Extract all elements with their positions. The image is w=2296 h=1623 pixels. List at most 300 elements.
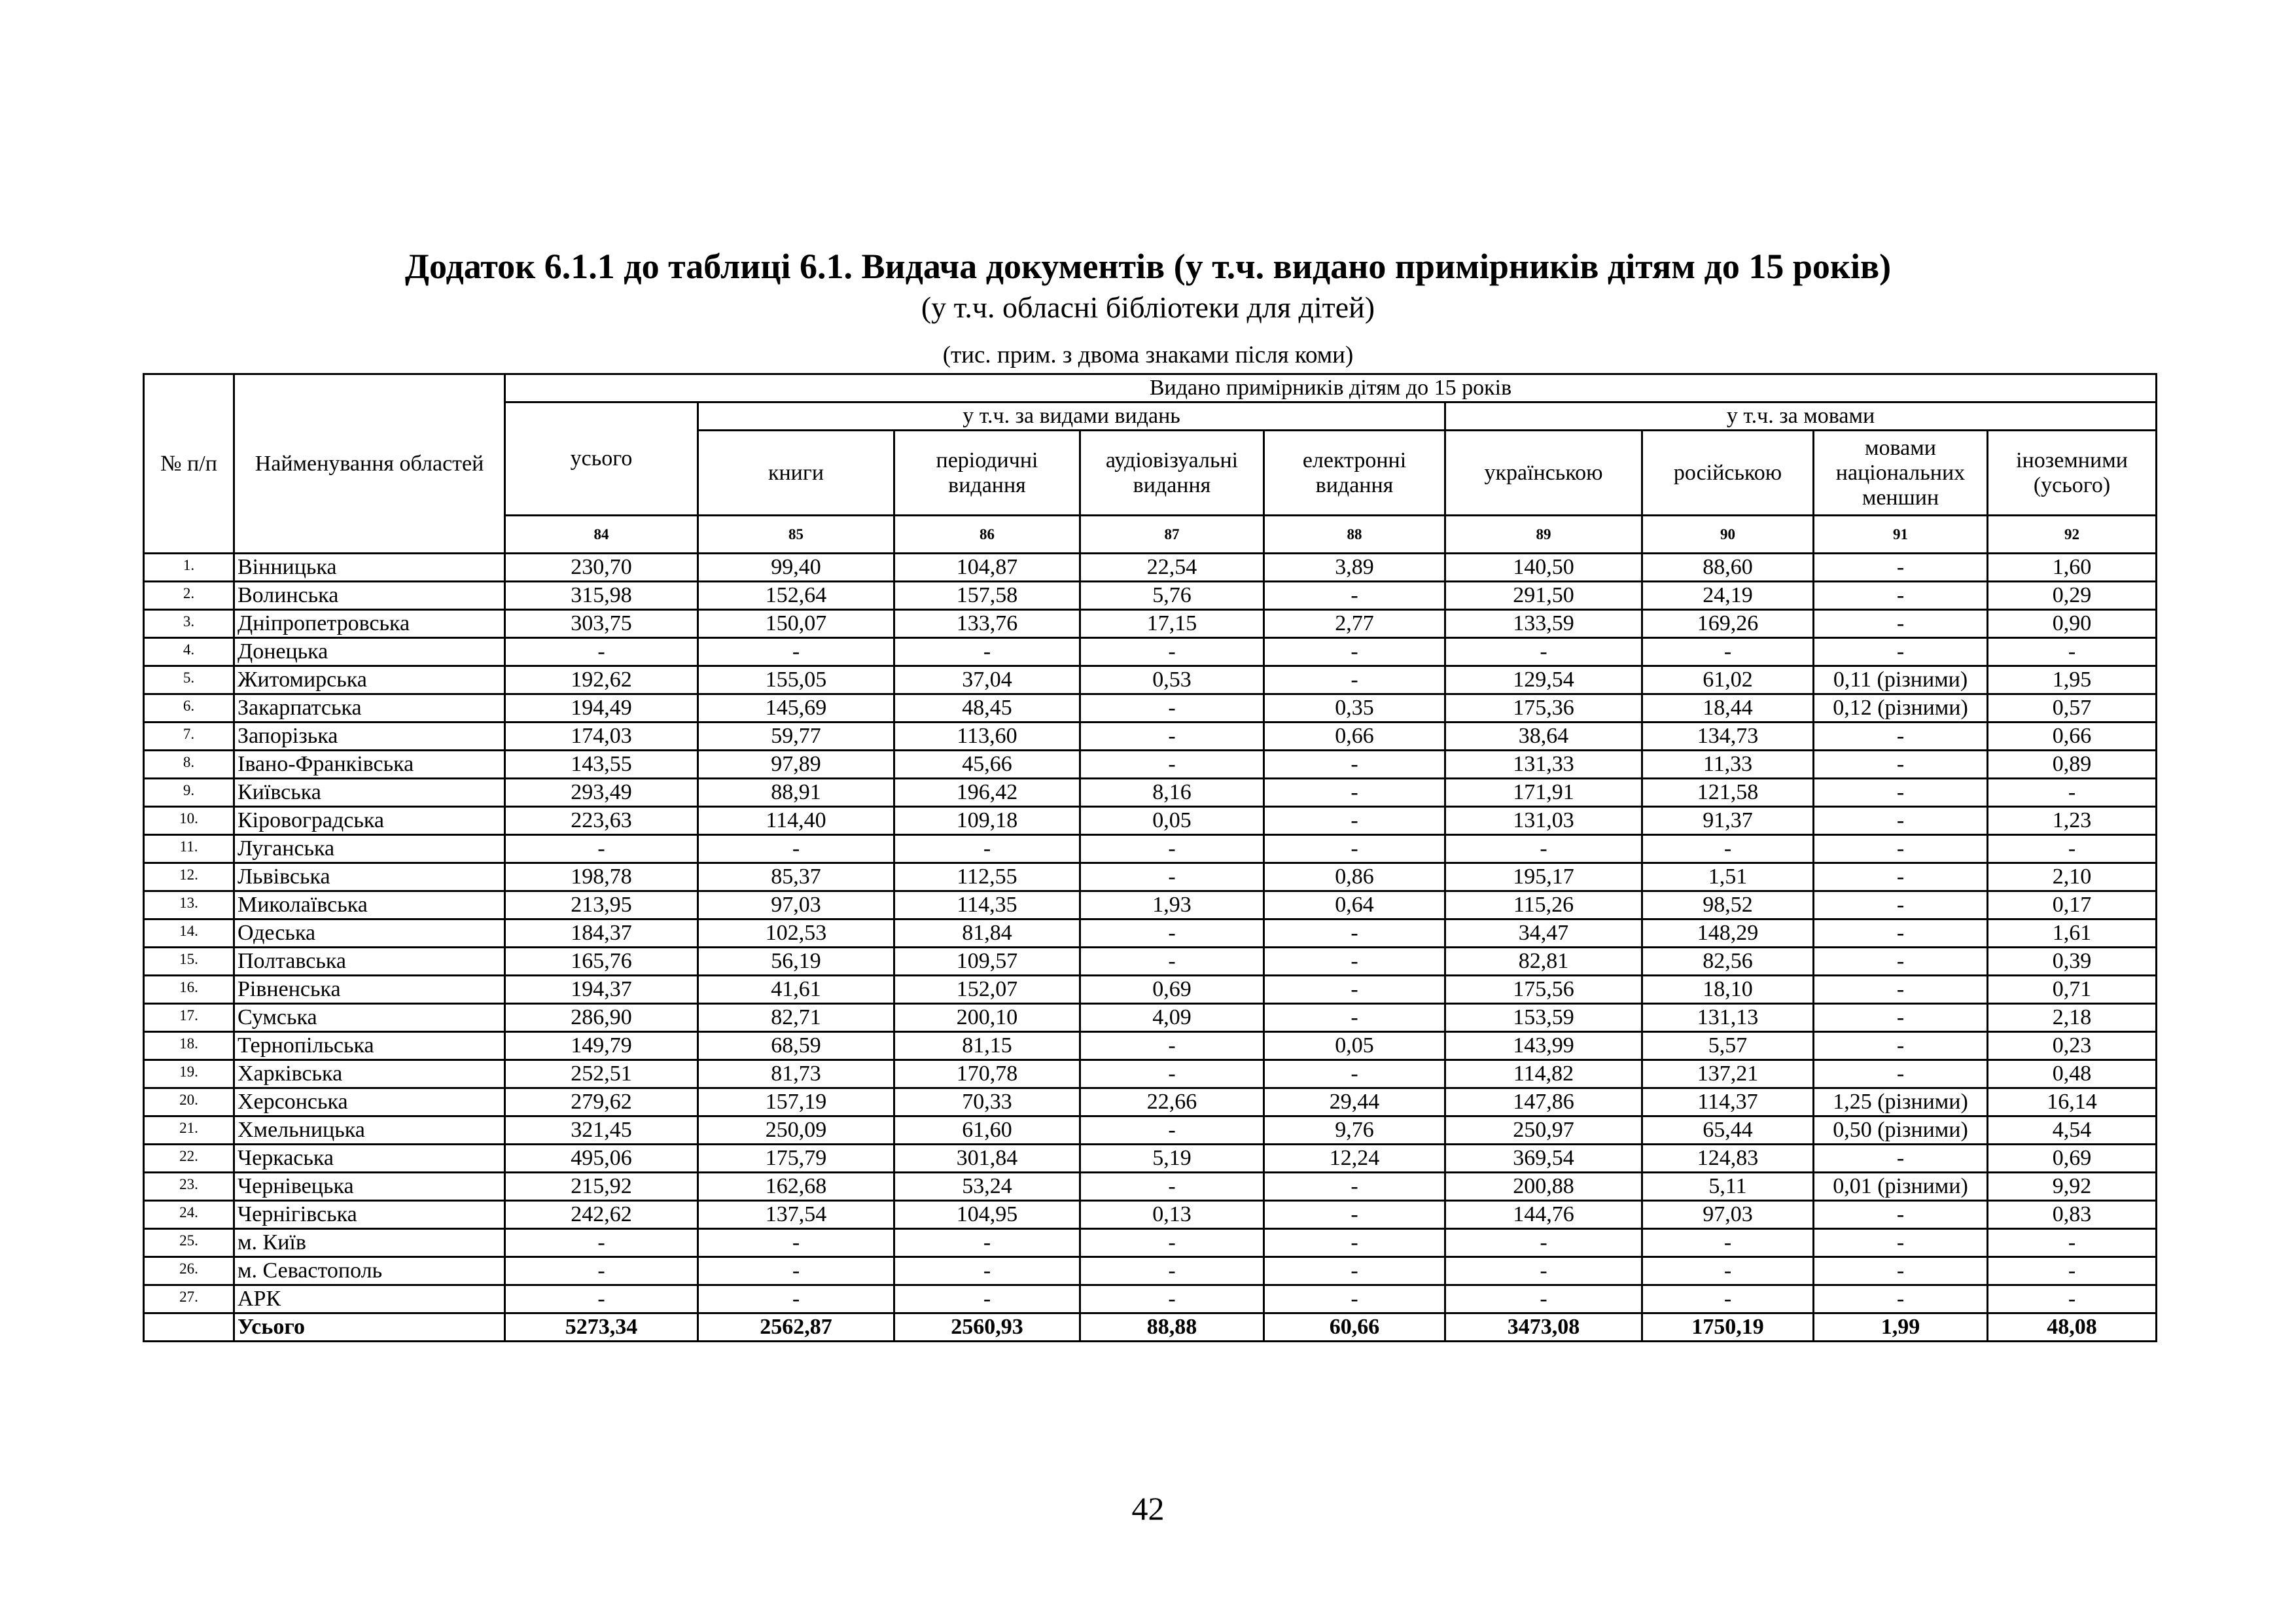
table-cell: 0,53 [1080,666,1264,694]
row-number: 19. [144,1060,234,1088]
table-row [144,891,2157,919]
table-cell: 169,26 [1642,610,1814,638]
table-cell: 174,03 [505,722,698,751]
table-cell: 99,40 [698,554,894,582]
table-row [144,863,2157,891]
table-cell: 129,54 [1445,666,1642,694]
row-number: 9. [144,779,234,807]
table-cell: 143,55 [505,751,698,779]
table-cell: 140,50 [1445,554,1642,582]
table-cell: 4,09 [1080,1004,1264,1032]
row-number: 1. [144,554,234,582]
total-cell: 60,66 [1264,1313,1445,1342]
region-name: Чернігівська [234,1201,505,1229]
column-number: 89 [1445,516,1642,554]
table-cell: - [1264,1173,1445,1201]
table-cell: 11,33 [1642,751,1814,779]
region-name: Полтавська [234,948,505,976]
table-cell: - [1988,1257,2157,1285]
row-number: 17. [144,1004,234,1032]
table-cell: 149,79 [505,1032,698,1060]
table-cell: 29,44 [1264,1088,1445,1116]
region-name: Кіровоградська [234,807,505,835]
total-row [144,1313,2157,1342]
table-cell: - [1814,919,1988,948]
table-cell: 200,88 [1445,1173,1642,1201]
table-cell: 1,61 [1988,919,2157,948]
region-name: Київська [234,779,505,807]
table-cell: 196,42 [894,779,1080,807]
table-cell: 0,13 [1080,1201,1264,1229]
table-cell: 56,19 [698,948,894,976]
table-cell: - [1814,1032,1988,1060]
total-cell: 1,99 [1814,1313,1988,1342]
table-cell: - [1080,1285,1264,1313]
table-cell: 98,52 [1642,891,1814,919]
table-cell: - [1445,1229,1642,1257]
table-cell: 8,16 [1080,779,1264,807]
header-total: усього [505,402,698,516]
table-cell: 137,54 [698,1201,894,1229]
header-foreign: іноземними (усього) [1988,431,2157,516]
page-number: 42 [1131,1490,1165,1527]
table-cell: - [1264,919,1445,948]
header-periodicals: періодичні видання [894,431,1080,516]
row-number: 16. [144,976,234,1004]
table-cell: 0,29 [1988,582,2157,610]
table-row [144,582,2157,610]
table-cell: - [1264,1285,1445,1313]
header-issued: Видано примірників дітям до 15 років [505,374,2157,402]
table-cell: - [698,1257,894,1285]
table-cell: 315,98 [505,582,698,610]
table-cell: 321,45 [505,1116,698,1145]
table-cell: - [894,1285,1080,1313]
table-cell: - [1264,1229,1445,1257]
region-name: Хмельницька [234,1116,505,1145]
header-num: № п/п [144,374,234,554]
table-cell: 97,03 [698,891,894,919]
table-cell: 53,24 [894,1173,1080,1201]
table-cell: 1,60 [1988,554,2157,582]
table-cell: 0,71 [1988,976,2157,1004]
table-cell: - [1814,863,1988,891]
table-row [144,751,2157,779]
table-row [144,1004,2157,1032]
table-cell: - [894,1229,1080,1257]
table-cell: - [1264,948,1445,976]
table-cell: 134,73 [1642,722,1814,751]
table-row [144,666,2157,694]
table-cell: 81,84 [894,919,1080,948]
table-cell: 18,10 [1642,976,1814,1004]
total-cell: 2560,93 [894,1313,1080,1342]
table-cell: - [1080,1173,1264,1201]
table-cell: 175,56 [1445,976,1642,1004]
column-number: 91 [1814,516,1988,554]
table-cell: 0,23 [1988,1032,2157,1060]
column-number: 92 [1988,516,2157,554]
table-cell: 369,54 [1445,1145,1642,1173]
table-cell: 70,33 [894,1088,1080,1116]
table-cell: 9,92 [1988,1173,2157,1201]
table-cell: 162,68 [698,1173,894,1201]
table-cell: 0,12 (різними) [1814,694,1988,722]
row-number: 11. [144,835,234,863]
region-name: Донецька [234,638,505,666]
table-cell: 0,69 [1988,1145,2157,1173]
table-cell: - [1264,751,1445,779]
table-cell: 144,76 [1445,1201,1642,1229]
region-name: Миколаївська [234,891,505,919]
table-cell: 88,60 [1642,554,1814,582]
table-cell: 0,01 (різними) [1814,1173,1988,1201]
table-cell: 88,91 [698,779,894,807]
table-cell: 41,61 [698,976,894,1004]
table-cell: 18,44 [1642,694,1814,722]
page-title: Додаток 6.1.1 до таблиці 6.1. Видача документів (у т.ч. видано примірників дітям до 15 років) [404,247,1892,286]
table-cell: 1,95 [1988,666,2157,694]
header-name: Найменування областей [234,374,505,554]
table-cell: 97,03 [1642,1201,1814,1229]
table-cell: 153,59 [1445,1004,1642,1032]
table-cell: - [1264,666,1445,694]
table-cell: 68,59 [698,1032,894,1060]
table-cell: 143,99 [1445,1032,1642,1060]
table-cell: 104,95 [894,1201,1080,1229]
row-number: 24. [144,1201,234,1229]
table-cell: 192,62 [505,666,698,694]
table-cell: 9,76 [1264,1116,1445,1145]
table-row [144,1257,2157,1285]
table-cell: 131,03 [1445,807,1642,835]
row-number: 23. [144,1173,234,1201]
table-cell: 5,57 [1642,1032,1814,1060]
table-cell: 81,73 [698,1060,894,1088]
table-cell: 5,11 [1642,1173,1814,1201]
table-row [144,722,2157,751]
row-number: 22. [144,1145,234,1173]
table-cell: 279,62 [505,1088,698,1116]
table-cell: - [1080,1116,1264,1145]
table-cell: 0,69 [1080,976,1264,1004]
table-cell: 152,64 [698,582,894,610]
table-cell: 2,77 [1264,610,1445,638]
table-cell: - [1814,948,1988,976]
table-cell: 104,87 [894,554,1080,582]
table-cell: 252,51 [505,1060,698,1088]
table-cell: 61,02 [1642,666,1814,694]
table-cell: 301,84 [894,1145,1080,1173]
table-cell: 150,07 [698,610,894,638]
table-cell: 114,40 [698,807,894,835]
row-number: 21. [144,1116,234,1145]
table-cell: - [1814,835,1988,863]
row-number: 15. [144,948,234,976]
table-row [144,638,2157,666]
table-cell: 22,54 [1080,554,1264,582]
data-table [143,373,2157,1342]
table-cell: 291,50 [1445,582,1642,610]
table-cell: 155,05 [698,666,894,694]
table-cell: - [1264,1004,1445,1032]
table-cell: - [1445,1257,1642,1285]
table-cell: 0,64 [1264,891,1445,919]
table-cell: - [1814,891,1988,919]
header-electronic: електронні видання [1264,431,1445,516]
table-cell: - [1814,582,1988,610]
column-number: 86 [894,516,1080,554]
table-row [144,1116,2157,1145]
table-cell: 3,89 [1264,554,1445,582]
units-note: (тис. прим. з двома знаками після коми) [942,342,1354,368]
table-cell: - [1988,835,2157,863]
table-cell: 165,76 [505,948,698,976]
row-number: 7. [144,722,234,751]
table-row [144,1285,2157,1313]
table-cell: - [1814,751,1988,779]
table-cell: 5,76 [1080,582,1264,610]
table-cell: 61,60 [894,1116,1080,1145]
table-cell: 230,70 [505,554,698,582]
table-cell: 12,24 [1264,1145,1445,1173]
table-cell: - [1264,582,1445,610]
table-cell: 0,35 [1264,694,1445,722]
table-cell: - [1988,638,2157,666]
table-cell: - [1080,863,1264,891]
total-label: Усього [234,1313,505,1342]
row-number: 13. [144,891,234,919]
table-cell: 16,14 [1988,1088,2157,1116]
table-cell: 200,10 [894,1004,1080,1032]
table-row [144,835,2157,863]
total-cell: 2562,87 [698,1313,894,1342]
total-cell: 48,08 [1988,1313,2157,1342]
table-cell: 213,95 [505,891,698,919]
table-cell: 1,93 [1080,891,1264,919]
table-cell: 45,66 [894,751,1080,779]
table-cell: 82,71 [698,1004,894,1032]
row-number: 2. [144,582,234,610]
table-cell: 38,64 [1445,722,1642,751]
table-cell: 0,89 [1988,751,2157,779]
table-cell: - [698,1285,894,1313]
table-cell: 2,18 [1988,1004,2157,1032]
table-cell: - [1814,638,1988,666]
table-cell: 81,15 [894,1032,1080,1060]
header-by-language: у т.ч. за мовами [1445,402,2157,431]
total-cell: 5273,34 [505,1313,698,1342]
table-cell: 175,79 [698,1145,894,1173]
table-cell: 175,36 [1445,694,1642,722]
total-row-blank [144,1313,234,1342]
table-cell: - [1080,835,1264,863]
table-cell: 59,77 [698,722,894,751]
table-cell: - [1080,919,1264,948]
table-cell: 194,37 [505,976,698,1004]
table-cell: 48,45 [894,694,1080,722]
table-cell: 184,37 [505,919,698,948]
table-cell: - [894,835,1080,863]
table-cell: - [1642,1257,1814,1285]
region-name: Одеська [234,919,505,948]
table-cell: 137,21 [1642,1060,1814,1088]
table-cell: 495,06 [505,1145,698,1173]
table-cell: 194,49 [505,694,698,722]
table-cell: - [1080,1257,1264,1285]
table-cell: - [1814,1004,1988,1032]
table-cell: 82,81 [1445,948,1642,976]
table-row [144,779,2157,807]
table-cell: 195,17 [1445,863,1642,891]
table-cell: - [1264,835,1445,863]
table-cell: 82,56 [1642,948,1814,976]
table-cell: 0,11 (різними) [1814,666,1988,694]
table-cell: 97,89 [698,751,894,779]
header-ukrainian: українською [1445,431,1642,516]
table-cell: 0,39 [1988,948,2157,976]
region-name: Волинська [234,582,505,610]
table-row [144,948,2157,976]
header-minority: мовами національних меншин [1814,431,1988,516]
table-cell: 0,90 [1988,610,2157,638]
table-cell: - [1264,1257,1445,1285]
table-cell: 215,92 [505,1173,698,1201]
table-cell: 114,82 [1445,1060,1642,1088]
table-cell: 0,17 [1988,891,2157,919]
table-cell: - [1814,807,1988,835]
total-cell: 3473,08 [1445,1313,1642,1342]
table-cell: 0,66 [1264,722,1445,751]
table-cell: 5,19 [1080,1145,1264,1173]
region-name: Сумська [234,1004,505,1032]
table-cell: - [894,638,1080,666]
table-cell: - [1814,1285,1988,1313]
table-cell: - [1264,779,1445,807]
region-name: Івано-Франківська [234,751,505,779]
header-russian: російською [1642,431,1814,516]
table-cell: 102,53 [698,919,894,948]
table-cell: 2,10 [1988,863,2157,891]
table-cell: - [1814,554,1988,582]
table-cell: 113,60 [894,722,1080,751]
table-cell: 109,57 [894,948,1080,976]
table-cell: - [505,1229,698,1257]
region-name: Житомирська [234,666,505,694]
table-row [144,1145,2157,1173]
region-name: Луганська [234,835,505,863]
table-cell: 131,13 [1642,1004,1814,1032]
table-cell: - [505,835,698,863]
table-cell: - [505,638,698,666]
table-cell: 34,47 [1445,919,1642,948]
table-row [144,976,2157,1004]
column-number: 90 [1642,516,1814,554]
table-cell: 131,33 [1445,751,1642,779]
table-cell: - [1264,1060,1445,1088]
table-cell: 0,05 [1080,807,1264,835]
row-number: 27. [144,1285,234,1313]
table-row [144,807,2157,835]
table-cell: - [1080,694,1264,722]
region-name: Херсонська [234,1088,505,1116]
row-number: 4. [144,638,234,666]
table-cell: - [1642,1285,1814,1313]
table-cell: - [1988,1229,2157,1257]
table-cell: 133,59 [1445,610,1642,638]
page-subtitle: (у т.ч. обласні бібліотеки для дітей) [921,291,1375,324]
table-cell: - [1264,638,1445,666]
table-cell: 147,86 [1445,1088,1642,1116]
table-cell: 0,50 (різними) [1814,1116,1988,1145]
table-cell: 91,37 [1642,807,1814,835]
row-number: 5. [144,666,234,694]
table-cell: 250,97 [1445,1116,1642,1145]
table-cell: 157,19 [698,1088,894,1116]
region-name: Дніпропетровська [234,610,505,638]
table-cell: - [1814,1257,1988,1285]
table-cell: - [1264,1201,1445,1229]
table-cell: 250,09 [698,1116,894,1145]
table-cell: - [1445,1285,1642,1313]
table-cell: - [894,1257,1080,1285]
row-number: 8. [144,751,234,779]
row-number: 25. [144,1229,234,1257]
table-cell: 1,23 [1988,807,2157,835]
table-cell: 4,54 [1988,1116,2157,1145]
table-cell: - [1814,1229,1988,1257]
table-cell: 152,07 [894,976,1080,1004]
table-cell: 0,05 [1264,1032,1445,1060]
region-name: Запорізька [234,722,505,751]
column-number: 87 [1080,516,1264,554]
table-cell: - [1988,1285,2157,1313]
table-cell: - [1814,779,1988,807]
region-name: АРК [234,1285,505,1313]
table-cell: 37,04 [894,666,1080,694]
table-row [144,610,2157,638]
table-cell: 286,90 [505,1004,698,1032]
column-number: 85 [698,516,894,554]
table-cell: - [1814,1201,1988,1229]
table-cell: 17,15 [1080,610,1264,638]
table-cell: 145,69 [698,694,894,722]
header-audiovisual: аудіовізуальні видання [1080,431,1264,516]
table-cell: - [1814,976,1988,1004]
table-cell: - [698,1229,894,1257]
row-number: 3. [144,610,234,638]
table-cell: - [1988,779,2157,807]
region-name: Харківська [234,1060,505,1088]
table-cell: 114,35 [894,891,1080,919]
column-number: 88 [1264,516,1445,554]
row-number: 6. [144,694,234,722]
table-row [144,1088,2157,1116]
table-cell: - [1642,1229,1814,1257]
table-cell: 223,63 [505,807,698,835]
table-cell: 170,78 [894,1060,1080,1088]
table-cell: - [1445,835,1642,863]
table-cell: 1,51 [1642,863,1814,891]
region-name: м. Київ [234,1229,505,1257]
table-cell: 22,66 [1080,1088,1264,1116]
table-cell: - [1080,1032,1264,1060]
table-cell: - [1264,976,1445,1004]
table-cell: 171,91 [1445,779,1642,807]
table-cell: 114,37 [1642,1088,1814,1116]
table-cell: 65,44 [1642,1116,1814,1145]
table-cell: 0,57 [1988,694,2157,722]
